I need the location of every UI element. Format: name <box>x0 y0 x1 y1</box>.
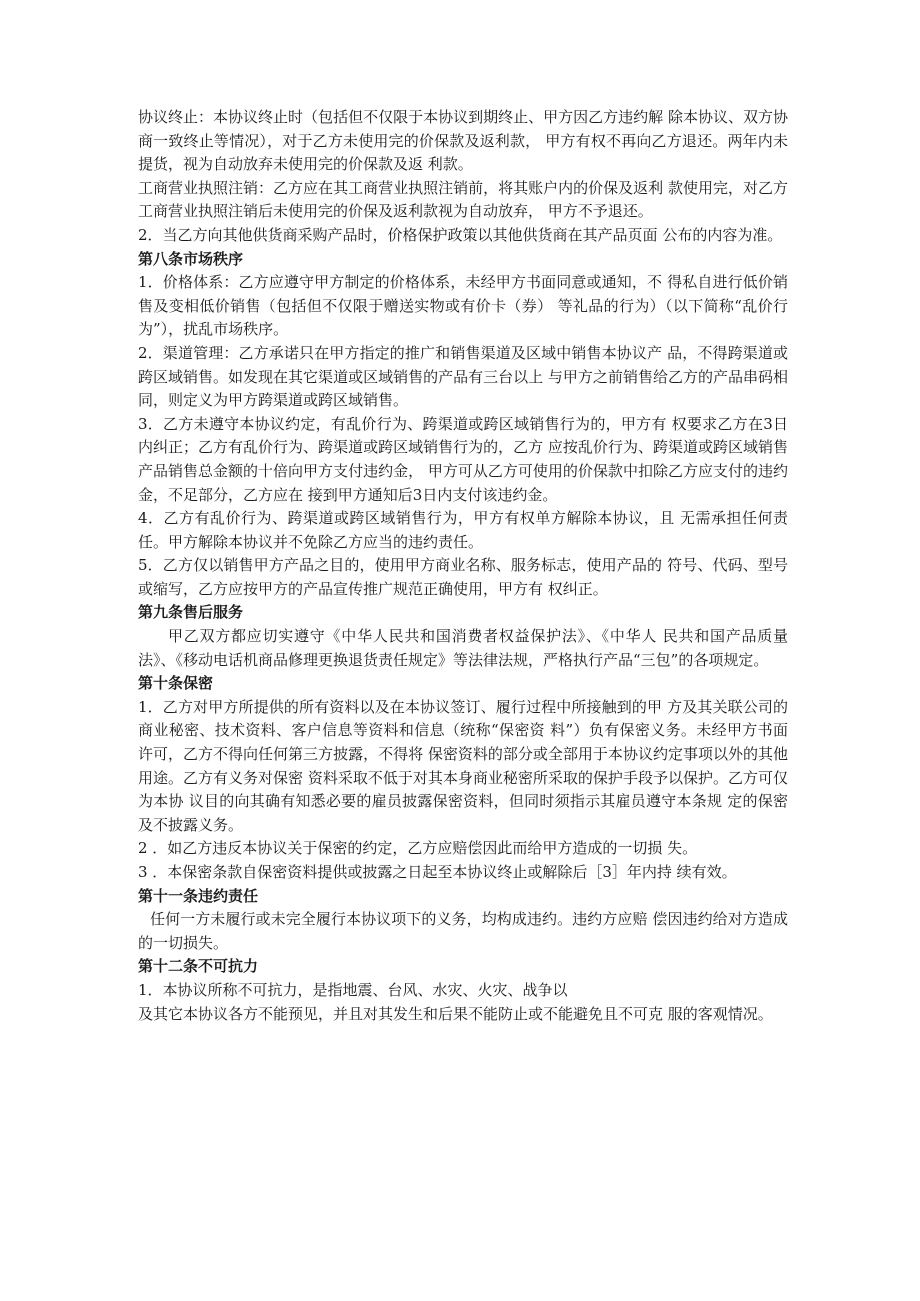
heading-article-11: 第十一条违约责任 <box>138 886 259 905</box>
paragraph-confidential-breach: 2 ．如乙方违反本协议关于保密的约定，乙方应赔偿因此而给甲方造成的一切损 失。 <box>138 839 698 858</box>
paragraph-termination-right: 4．乙方有乱价行为、跨渠道或跨区域销售行为，甲方有权单方解除本协议，且 无需承担任何责任。甲方解除本协议并不免除乙方应当的违约责任。 <box>138 509 788 551</box>
paragraph-price-protection: 2．当乙方向其他供货商采购产品时，价格保护政策以其他供货商在其产品页面 公布的内容为准。 <box>138 225 783 244</box>
heading-article-9: 第九条售后服务 <box>138 603 244 622</box>
paragraph-license-cancellation: 工商营业执照注销：乙方应在其工商营业执照注销前，将其账户内的价保及返利 款使用完，对乙方工商营业执照注销后未使用完的价保及返利款视为自动放弃， 甲方不予退还。 <box>138 178 788 221</box>
paragraph-after-sales: 甲乙双方都应切实遵守《中华人民共和国消费者权益保护法》、《中华人 民共和国产品质量法》、《移动电话机商品修理更换退货责任规定》等法律法规，严格执行产品“三包”的各项规定。 <box>138 627 788 669</box>
heading-article-12: 第十二条不可抗力 <box>138 957 259 976</box>
paragraph-force-majeure-definition: 1．本协议所称不可抗力，是指地震、台风、水灾、火灾、战争以 <box>138 980 568 999</box>
paragraph-trademark-usage: 5．乙方仅以销售甲方产品之目的，使用甲方商业名称、服务标志，使用产品的 符号、代码、型号或缩写，乙方应按甲方的产品宣传推广规范正确使用，甲方有 权纠正。 <box>138 556 788 598</box>
paragraph-agreement-termination: 协议终止：本协议终止时（包括但不仅限于本协议到期终止、甲方因乙方违约解 除本协议、双方协商一致终止等情况），对于乙方未使用完的价保款及返利款， 甲方有权不再向乙方退还。两年内未提货，视为自动放弃未使用完的价保款及返 利款。 <box>138 108 788 174</box>
paragraph-price-system: 1．价格体系：乙方应遵守甲方制定的价格体系，未经甲方书面同意或通知，不 得私自进行低价销售及变相低价销售（包括但不仅限于赠送实物或有价卡（券） 等礼品的行为）（以下简称“乱价行为”），扰乱市场秩序。 <box>138 273 788 339</box>
paragraph-breach-liability: 任何一方未履行或未完全履行本协议项下的义务，均构成违约。违约方应赔 偿因违约给对方造成的一切损失。 <box>138 910 788 952</box>
heading-article-8: 第八条市场秩序 <box>138 249 244 268</box>
paragraph-channel-management: 2．渠道管理：乙方承诺只在甲方指定的推广和销售渠道及区域中销售本协议产 品，不得跨渠道或跨区域销售。如发现在其它渠道或区域销售的产品有三台以上 与甲方之前销售给乙方的产品串码相同，则定义为甲方跨渠道或跨区域销售。 <box>138 343 788 410</box>
document-page <box>138 106 788 1026</box>
heading-article-10: 第十条保密 <box>138 674 214 693</box>
paragraph-confidential-obligation: 1．乙方对甲方所提供的所有资料以及在本协议签订、履行过程中所接触到的甲 方及其关联公司的商业秘密、技术资料、客户信息等资料和信息（统称“保密资 料”）负有保密义务。未经甲方书面许可，乙方不得向任何第三方披露，不得将 保密资料的部分或全部用于本协议约定事项以外的其他用途。乙方有义务对保密 资料采取不低于对其本身商业秘密所采取的保护手段予以保护。乙方可仅为本协 议目的向其确有知悉必要的雇员披露保密资料，但同时须指示其雇员遵守本条规 定的保密及不披露义务。 <box>138 697 788 834</box>
paragraph-confidential-term: 3 ．本保密条款自保密资料提供或披露之日起至本协议终止或解除后［3］年内持 续有效。 <box>138 863 737 881</box>
paragraph-violation-penalty: 3．乙方未遵守本协议约定，有乱价行为、跨渠道或跨区域销售行为的，甲方有 权要求乙方在3日内纠正；乙方有乱价行为、跨渠道或跨区域销售行为的，乙方 应按乱价行为、跨渠道或跨区域销售产品销售总金额的十倍向甲方支付违约金， 甲方可从乙方可使用的价保款中扣除乙方应支付的违约金，不足部分，乙方应在 接到甲方通知后3日内支付该违约金。 <box>138 414 788 504</box>
paragraph-force-majeure-continued: 及其它本协议各方不能预见，并且对其发生和后果不能防止或不能避免且不可克 服的客观情况。 <box>138 1004 773 1023</box>
